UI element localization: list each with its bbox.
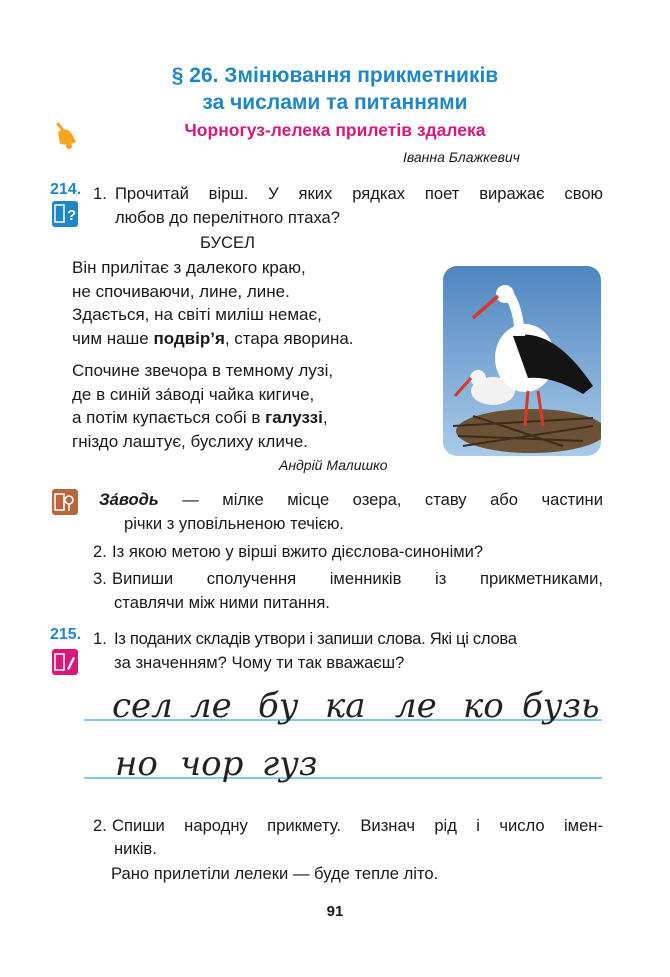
- syllable: ка: [325, 686, 366, 726]
- poem-line: Здається, на світі миліш немає,: [72, 305, 322, 324]
- syllable: ле: [190, 686, 232, 726]
- exercise-number-215: 215.: [50, 626, 82, 643]
- syllable: гуз: [262, 744, 318, 784]
- ex214-task3-line1: Випиши сполучення іменників із прикметниками,: [112, 569, 603, 588]
- ex215-task1-line1: Із поданих складів утвори і запиши слова. Які ці слова: [114, 629, 517, 648]
- ex214-task3-line2: ставлячи між ними питання.: [114, 593, 330, 612]
- poem-line: а потім купається собі в галуззі,: [72, 408, 328, 427]
- poem-stanza-2: [72, 359, 333, 453]
- ex214-task2-num: 2.: [93, 542, 107, 561]
- lesson-author: Іванна Блажкевич: [403, 149, 520, 165]
- exercise-number-214: 214.: [50, 181, 82, 198]
- poem-line: Він прилітає з далекого краю,: [72, 258, 306, 277]
- stork-photo: [443, 266, 601, 456]
- ex215-task1-line2: за значенням? Чому ти так вважаєш?: [114, 653, 405, 672]
- bold-word: галуззі: [265, 408, 323, 427]
- syllable: ле: [395, 686, 437, 726]
- pen-notebook-icon: [52, 649, 78, 675]
- syllable: ко: [463, 686, 504, 726]
- poem-line: не спочиваючи, лине, лине.: [72, 281, 290, 301]
- handwriting-baseline-2: [84, 777, 602, 779]
- ex214-task1-line1: Прочитай вірш. У яких рядках поет виражає свою: [115, 184, 603, 203]
- ex214-task2: Із якою метою у вірші вжито дієслова-синоніми?: [112, 542, 484, 561]
- section-title-line1: § 26. Змінювання прикметників: [171, 64, 499, 87]
- bold-word: подвір’я: [153, 328, 225, 348]
- syllable: но: [115, 744, 158, 784]
- syllable: сел: [112, 686, 173, 726]
- ex215-task2-num: 2.: [93, 816, 107, 835]
- proverb: Рано прилетіли лелеки — буде тепле літо.: [111, 864, 439, 883]
- ex215-task1-num: 1.: [93, 629, 107, 648]
- ex215-task2-line1: Спиши народну прикмету. Визнач рід і число імен-: [112, 816, 603, 835]
- question-book-icon: [52, 201, 78, 227]
- lesson-subtitle: Чорногуз-лелека прилетів здалека: [184, 120, 486, 140]
- section-title-line2: за числами та питаннями: [202, 91, 468, 114]
- ex214-task3-num: 3.: [93, 569, 107, 588]
- poem-line: гніздо лаштує, буслиху кличе.: [72, 431, 308, 451]
- syllable: чор: [180, 744, 244, 784]
- poem-author: Андрій Малишко: [279, 457, 388, 473]
- poem-line: чим наше подвір’я, стара яворина.: [72, 328, 354, 348]
- ex214-task1-line2: любов до перелітного птаха?: [115, 208, 341, 227]
- poem-line: де в синій за́воді чайка кигиче,: [72, 384, 315, 404]
- page-number: 91: [326, 903, 344, 920]
- dictionary-word: За́водь: [99, 490, 159, 509]
- svg-text:?: ?: [67, 207, 77, 224]
- poem-line: Спочине звечора в темному лузі,: [72, 361, 334, 380]
- dictionary-icon: [52, 489, 78, 515]
- syllable: бу: [258, 686, 299, 726]
- dictionary-note-line2: річки з уповільненою течією.: [124, 514, 345, 533]
- poem-title: БУСЕЛ: [200, 233, 255, 252]
- ex215-task2-line2: ників.: [114, 839, 157, 858]
- ex214-task1-num: 1.: [93, 184, 107, 203]
- dictionary-note-line1: За́водь — мілке місце озера, ставу або частини: [99, 490, 603, 509]
- poem-stanza-1: [72, 256, 354, 350]
- syllable: бузь: [522, 686, 600, 726]
